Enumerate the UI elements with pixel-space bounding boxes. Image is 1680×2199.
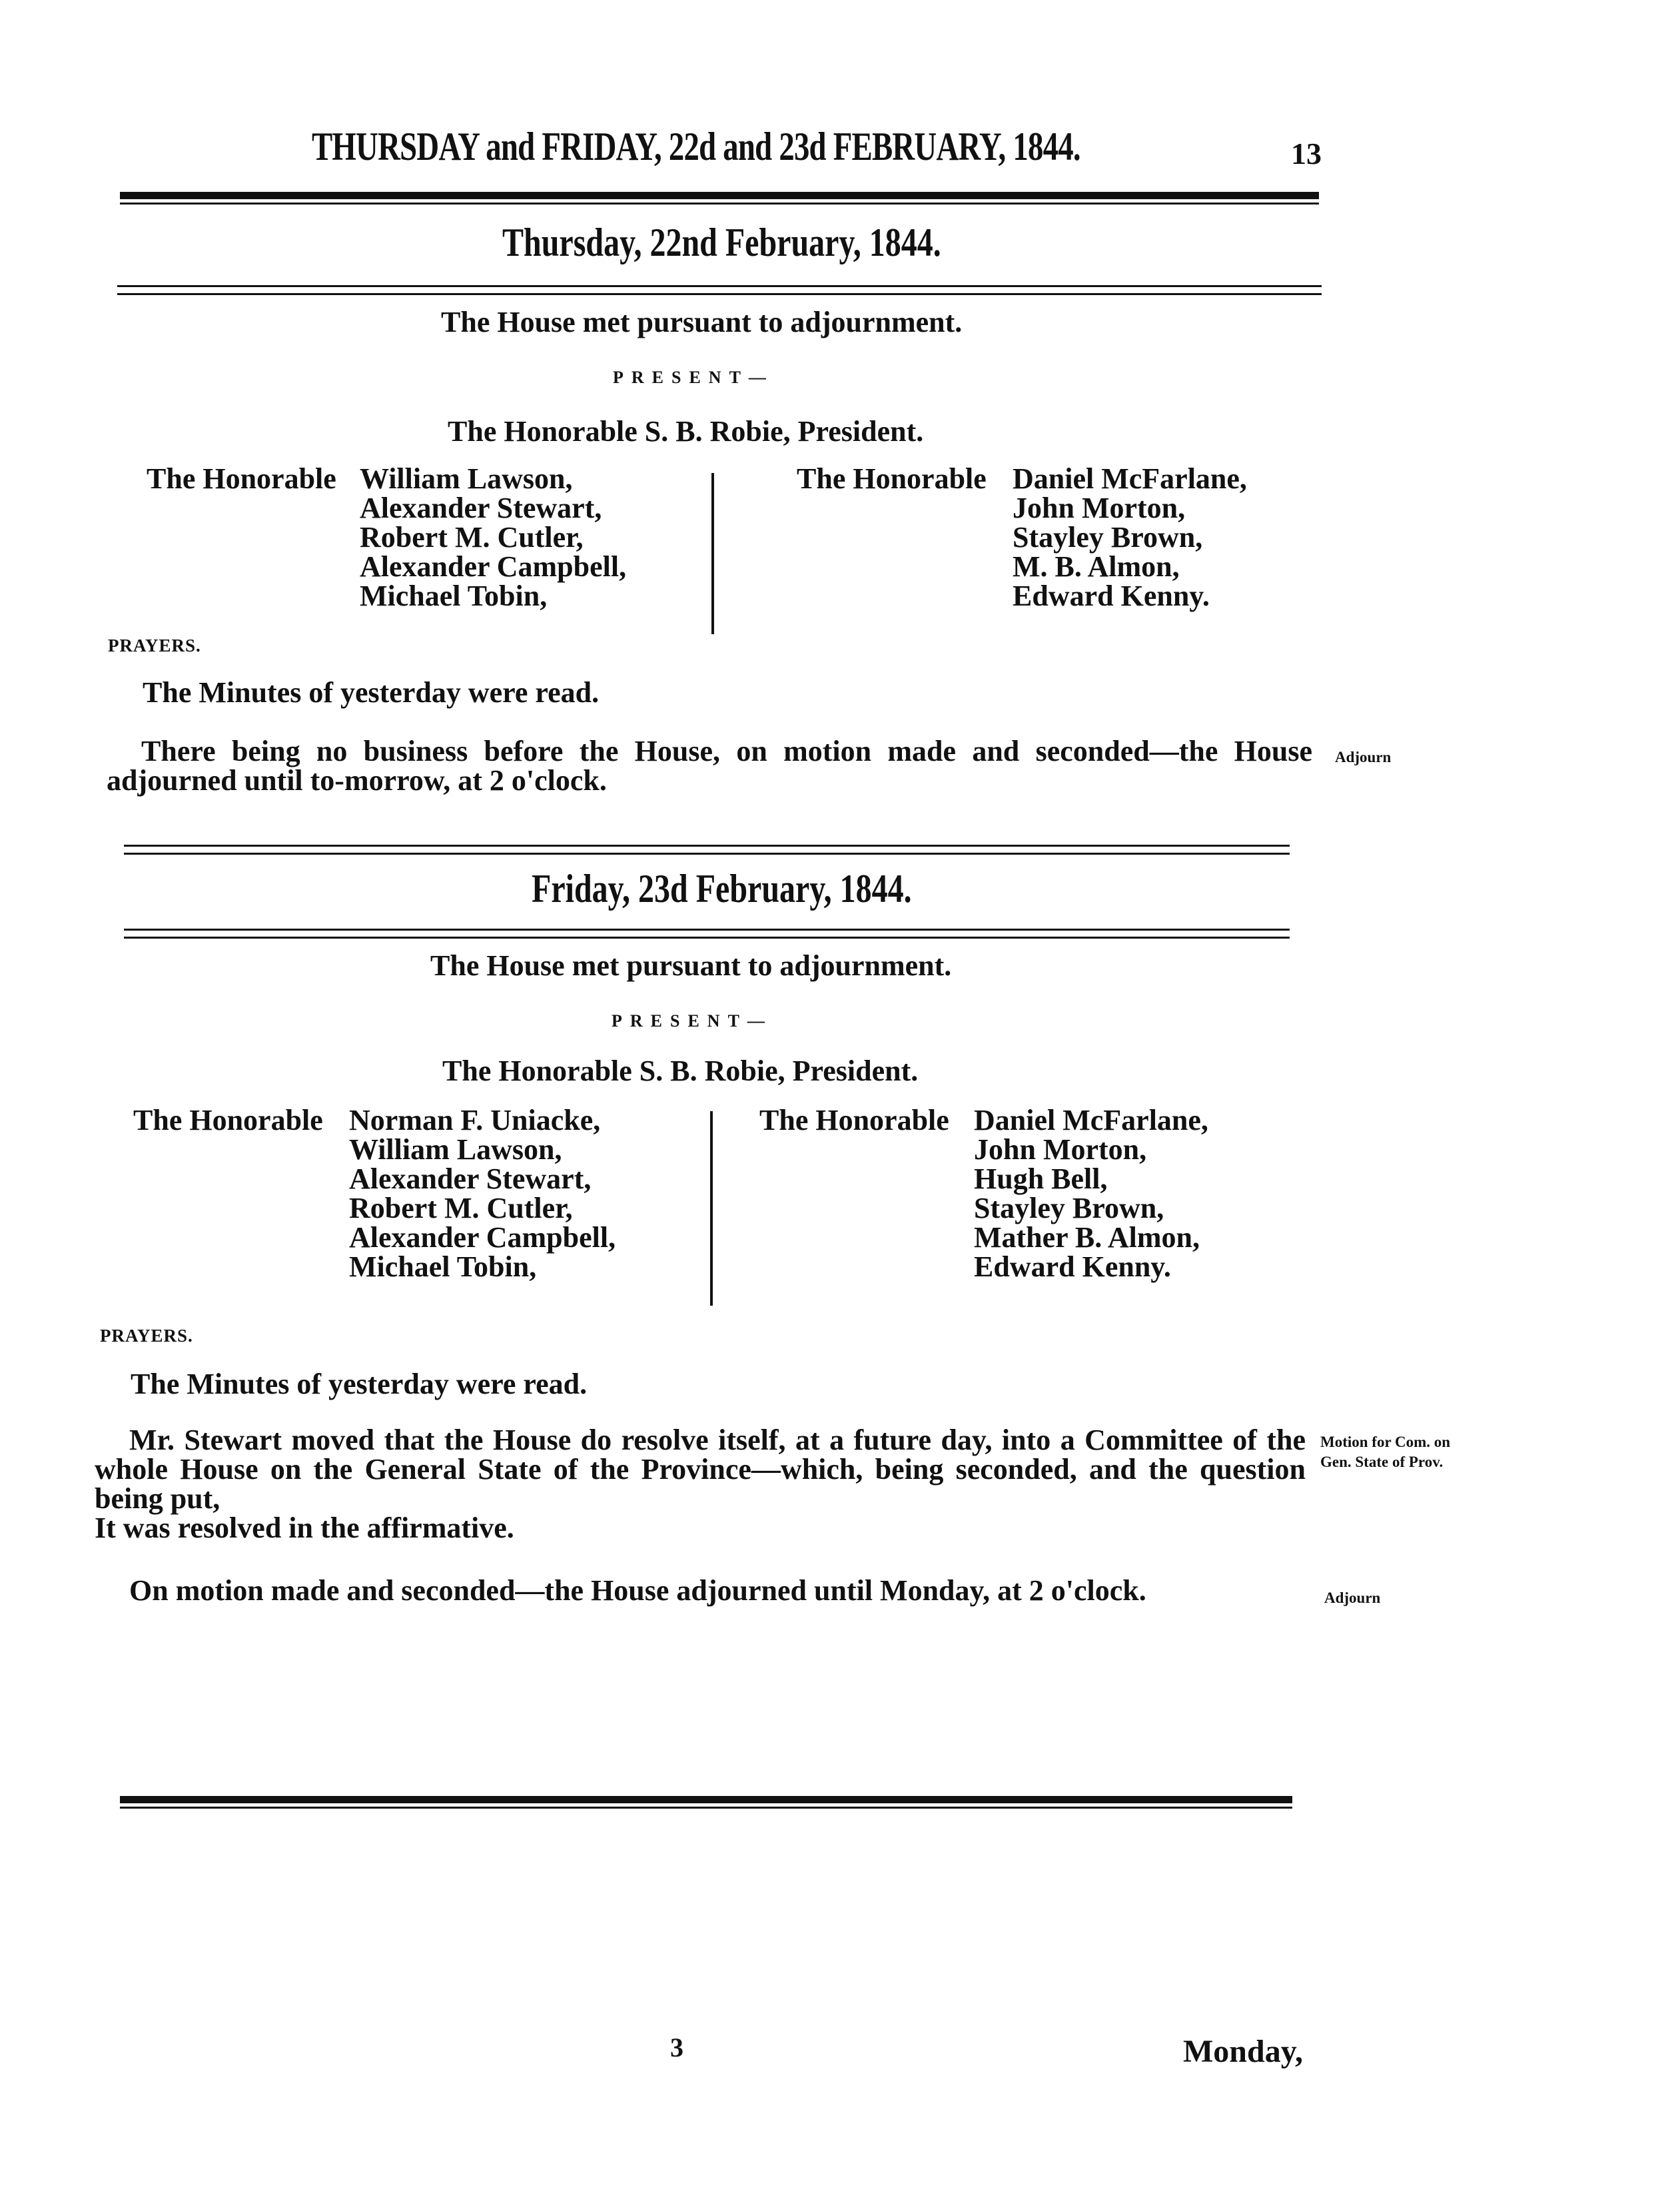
day1-president: The Honorable S. B. Robie, President. [448, 415, 924, 448]
day1-left-prefix: The Honorable [147, 462, 336, 495]
day1-present-label: PRESENT— [613, 368, 774, 387]
member-name: John Morton, [974, 1133, 1147, 1166]
day2-column-divider [710, 1111, 713, 1306]
member-name: Alexander Stewart, [360, 492, 602, 524]
day2-title: Friday, 23d February, 1844. [532, 867, 912, 911]
day2-right-prefix: The Honorable [759, 1104, 949, 1136]
member-name: Daniel McFarlane, [1013, 462, 1247, 495]
day1-met: The House met pursuant to adjournment. [441, 306, 963, 338]
header-rule-thick [120, 192, 1319, 199]
day2-rule-top-a [124, 845, 1290, 847]
day1-prayers: PRAYERS. [108, 636, 201, 656]
day1-margin-note: Adjourn [1335, 749, 1392, 765]
catchword: Monday, [1183, 2034, 1304, 2069]
member-name: Michael Tobin, [349, 1250, 537, 1283]
member-name: Stayley Brown, [974, 1192, 1164, 1224]
member-name: Edward Kenny. [1013, 580, 1210, 612]
day2-rule-bottom-a [124, 929, 1290, 931]
day2-present-label: PRESENT— [612, 1011, 773, 1031]
day2-left-list [349, 1106, 616, 1282]
day1-rule-bottom [117, 293, 1322, 295]
member-name: William Lawson, [360, 462, 573, 495]
day1-title: Thursday, 22nd February, 1844. [502, 220, 941, 264]
day2-rule-bottom-b [124, 937, 1290, 939]
member-name: Daniel McFarlane, [974, 1104, 1208, 1136]
day2-met: The House met pursuant to adjournment. [430, 949, 952, 982]
day2-adjourn: On motion made and seconded—the House adjourned until Monday, at 2 o'clock. [129, 1574, 1146, 1607]
day2-left-prefix: The Honorable [133, 1104, 323, 1136]
member-name: M. B. Almon, [1013, 550, 1180, 583]
day2-rule-top-b [124, 853, 1290, 855]
signature-mark: 3 [670, 2032, 683, 2062]
running-title: THURSDAY and FRIDAY, 22d and 23d FEBRUARY, 1844. [312, 125, 1080, 169]
day1-rule-top [117, 285, 1322, 287]
member-name: Michael Tobin, [360, 580, 548, 612]
day1-left-list [360, 464, 626, 611]
member-name: Alexander Campbell, [349, 1221, 616, 1254]
member-name: Mather B. Almon, [974, 1221, 1200, 1254]
day2-prayers: PRAYERS. [100, 1326, 193, 1346]
member-name: Stayley Brown, [1013, 521, 1203, 554]
day1-column-divider [711, 473, 714, 634]
day1-adjourn-paragraph: There being no business before the House, on motion made and seconded—the House adjourned until to-morrow, at 2 o'clock. [107, 735, 1312, 797]
member-name: Robert M. Cutler, [360, 521, 584, 554]
footer-rule-thick [120, 1796, 1292, 1803]
member-name: William Lawson, [349, 1133, 562, 1166]
member-name: Alexander Stewart, [349, 1162, 592, 1195]
footer-rule-thin [120, 1807, 1292, 1809]
member-name: Hugh Bell, [974, 1162, 1108, 1195]
member-name: Alexander Campbell, [360, 550, 627, 583]
day2-motion-margin-note: Motion for Com. on Gen. State of Prov. [1320, 1434, 1451, 1470]
day2-motion-paragraph: Mr. Stewart moved that the House do resolve itself, at a future day, into a Committee of the whole House on the General State of the Province—which, being seconded, and the question being put, It was resolved in the affirmative. [95, 1424, 1306, 1544]
member-name: Norman F. Uniacke, [349, 1104, 601, 1136]
day1-right-list [1013, 464, 1247, 611]
member-name: Robert M. Cutler, [349, 1192, 573, 1224]
day2-margin-note: Adjourn [1324, 1589, 1381, 1606]
day2-president: The Honorable S. B. Robie, President. [442, 1055, 919, 1087]
day1-minutes: The Minutes of yesterday were read. [143, 676, 600, 709]
day1-right-prefix: The Honorable [797, 462, 987, 495]
member-name: John Morton, [1013, 492, 1186, 524]
page-number: 13 [1291, 137, 1322, 171]
member-name: Edward Kenny. [974, 1250, 1171, 1283]
header-rule-thin [120, 203, 1319, 205]
day2-right-list [974, 1106, 1208, 1282]
day2-minutes: The Minutes of yesterday were read. [131, 1368, 588, 1400]
